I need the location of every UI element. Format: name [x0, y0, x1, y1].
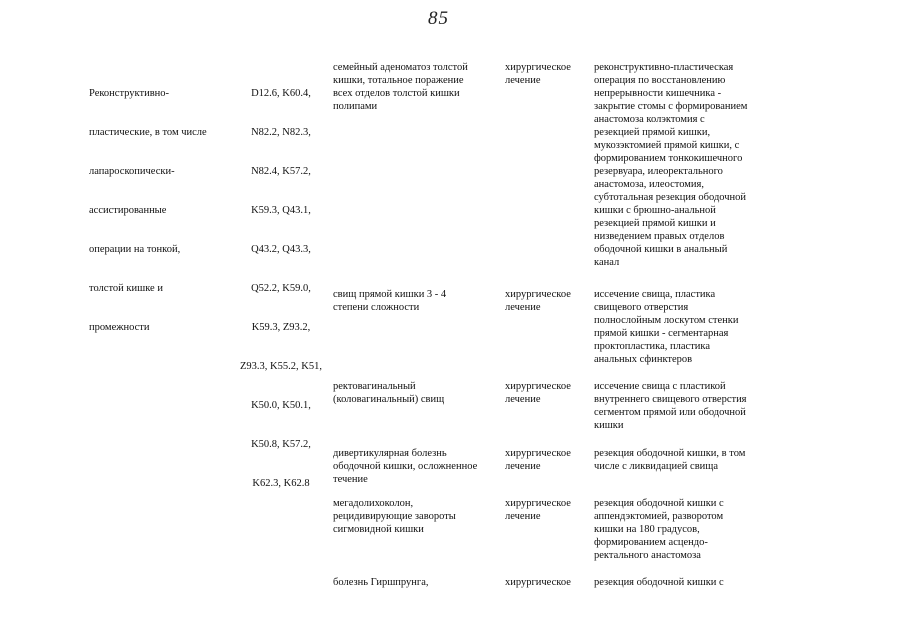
method-cell: резекция ободочной кишки, в том числе с ликвидацией свища	[594, 448, 746, 472]
condition-cell: мегадолихоколон, рецидивирующие завороты сигмовидной кишки	[333, 498, 456, 535]
page-number: 85	[428, 8, 449, 29]
icd-codes-line: N82.2, N82.3,	[251, 127, 311, 138]
condition-cell: дивертикулярная болезнь ободочной кишки, осложненное течение	[333, 448, 478, 485]
condition-cell: семейный аденоматоз толстой кишки, тотальное поражение всех отделов толстой кишки полипами	[333, 62, 468, 112]
icd-codes-line: K59.3, Q43.1,	[251, 205, 311, 216]
method-cell: иссечение свища, пластика свищевого отверстия полнослойным лоскутом стенки прямой кишки - сегментарная проктопластика, пластика анальных сфинктеров	[594, 289, 739, 365]
section-title-line: операции на тонкой,	[89, 244, 181, 255]
icd-codes-line: Z93.3, K55.2, K51,	[240, 361, 322, 372]
icd-codes-line: N82.4, K57.2,	[251, 166, 311, 177]
icd-codes-line: K62.3, K62.8	[252, 478, 310, 489]
icd-codes-line: Q52.2, K59.0,	[251, 283, 311, 294]
method-cell: иссечение свища с пластикой внутреннего свищевого отверстия сегментом прямой или ободочной кишки	[594, 381, 747, 431]
treatment-cell: хирургическое лечение	[505, 448, 571, 472]
treatment-cell: хирургическое лечение	[505, 289, 571, 313]
icd-codes	[226, 61, 336, 503]
method-cell: резекция ободочной кишки с аппендэктомией, разворотом кишки на 180 градусов, формированием асцендо- ректального анастомоза	[594, 498, 724, 561]
condition-cell: свищ прямой кишки 3 - 4 степени сложности	[333, 289, 447, 313]
method-cell: резекция ободочной кишки с	[594, 577, 724, 588]
method-cell: реконструктивно-пластическая операция по восстановлению непрерывности кишечника - закрытие стомы с формированием анастомоза колэктомия с резекцией прямой кишки, мукозэктомией прямой кишки, с формированием тонкокишечного резервуара, илеоректального анастомоза, илеостомия, субтотальная резекция ободочной кишки с брюшно-анальной резекцией прямой кишки и низведением правых отделов ободочной кишки в анальный канал	[594, 62, 748, 268]
section-title	[89, 61, 207, 347]
icd-codes-line: K50.8, K57.2,	[251, 439, 311, 450]
section-title-line: Реконструктивно-	[89, 88, 170, 99]
section-title-line: пластические, в том числе	[89, 127, 207, 138]
treatment-cell: хирургическое	[505, 577, 571, 588]
section-title-line: толстой кишке и	[89, 283, 163, 294]
treatment-cell: хирургическое лечение	[505, 62, 571, 86]
section-title-line: ассистированные	[89, 205, 167, 216]
section-title-line: промежности	[89, 322, 150, 333]
section-title-line: лапароскопически-	[89, 166, 175, 177]
condition-cell: ректовагинальный (коловагинальный) свищ	[333, 381, 445, 405]
treatment-cell: хирургическое лечение	[505, 498, 571, 522]
icd-codes-line: Q43.2, Q43.3,	[251, 244, 311, 255]
icd-codes-line: D12.6, K60.4,	[251, 88, 311, 99]
treatment-cell: хирургическое лечение	[505, 381, 571, 405]
icd-codes-line: K50.0, K50.1,	[251, 400, 311, 411]
condition-cell: болезнь Гиршпрунга,	[333, 577, 429, 588]
icd-codes-line: K59.3, Z93.2,	[251, 322, 311, 333]
